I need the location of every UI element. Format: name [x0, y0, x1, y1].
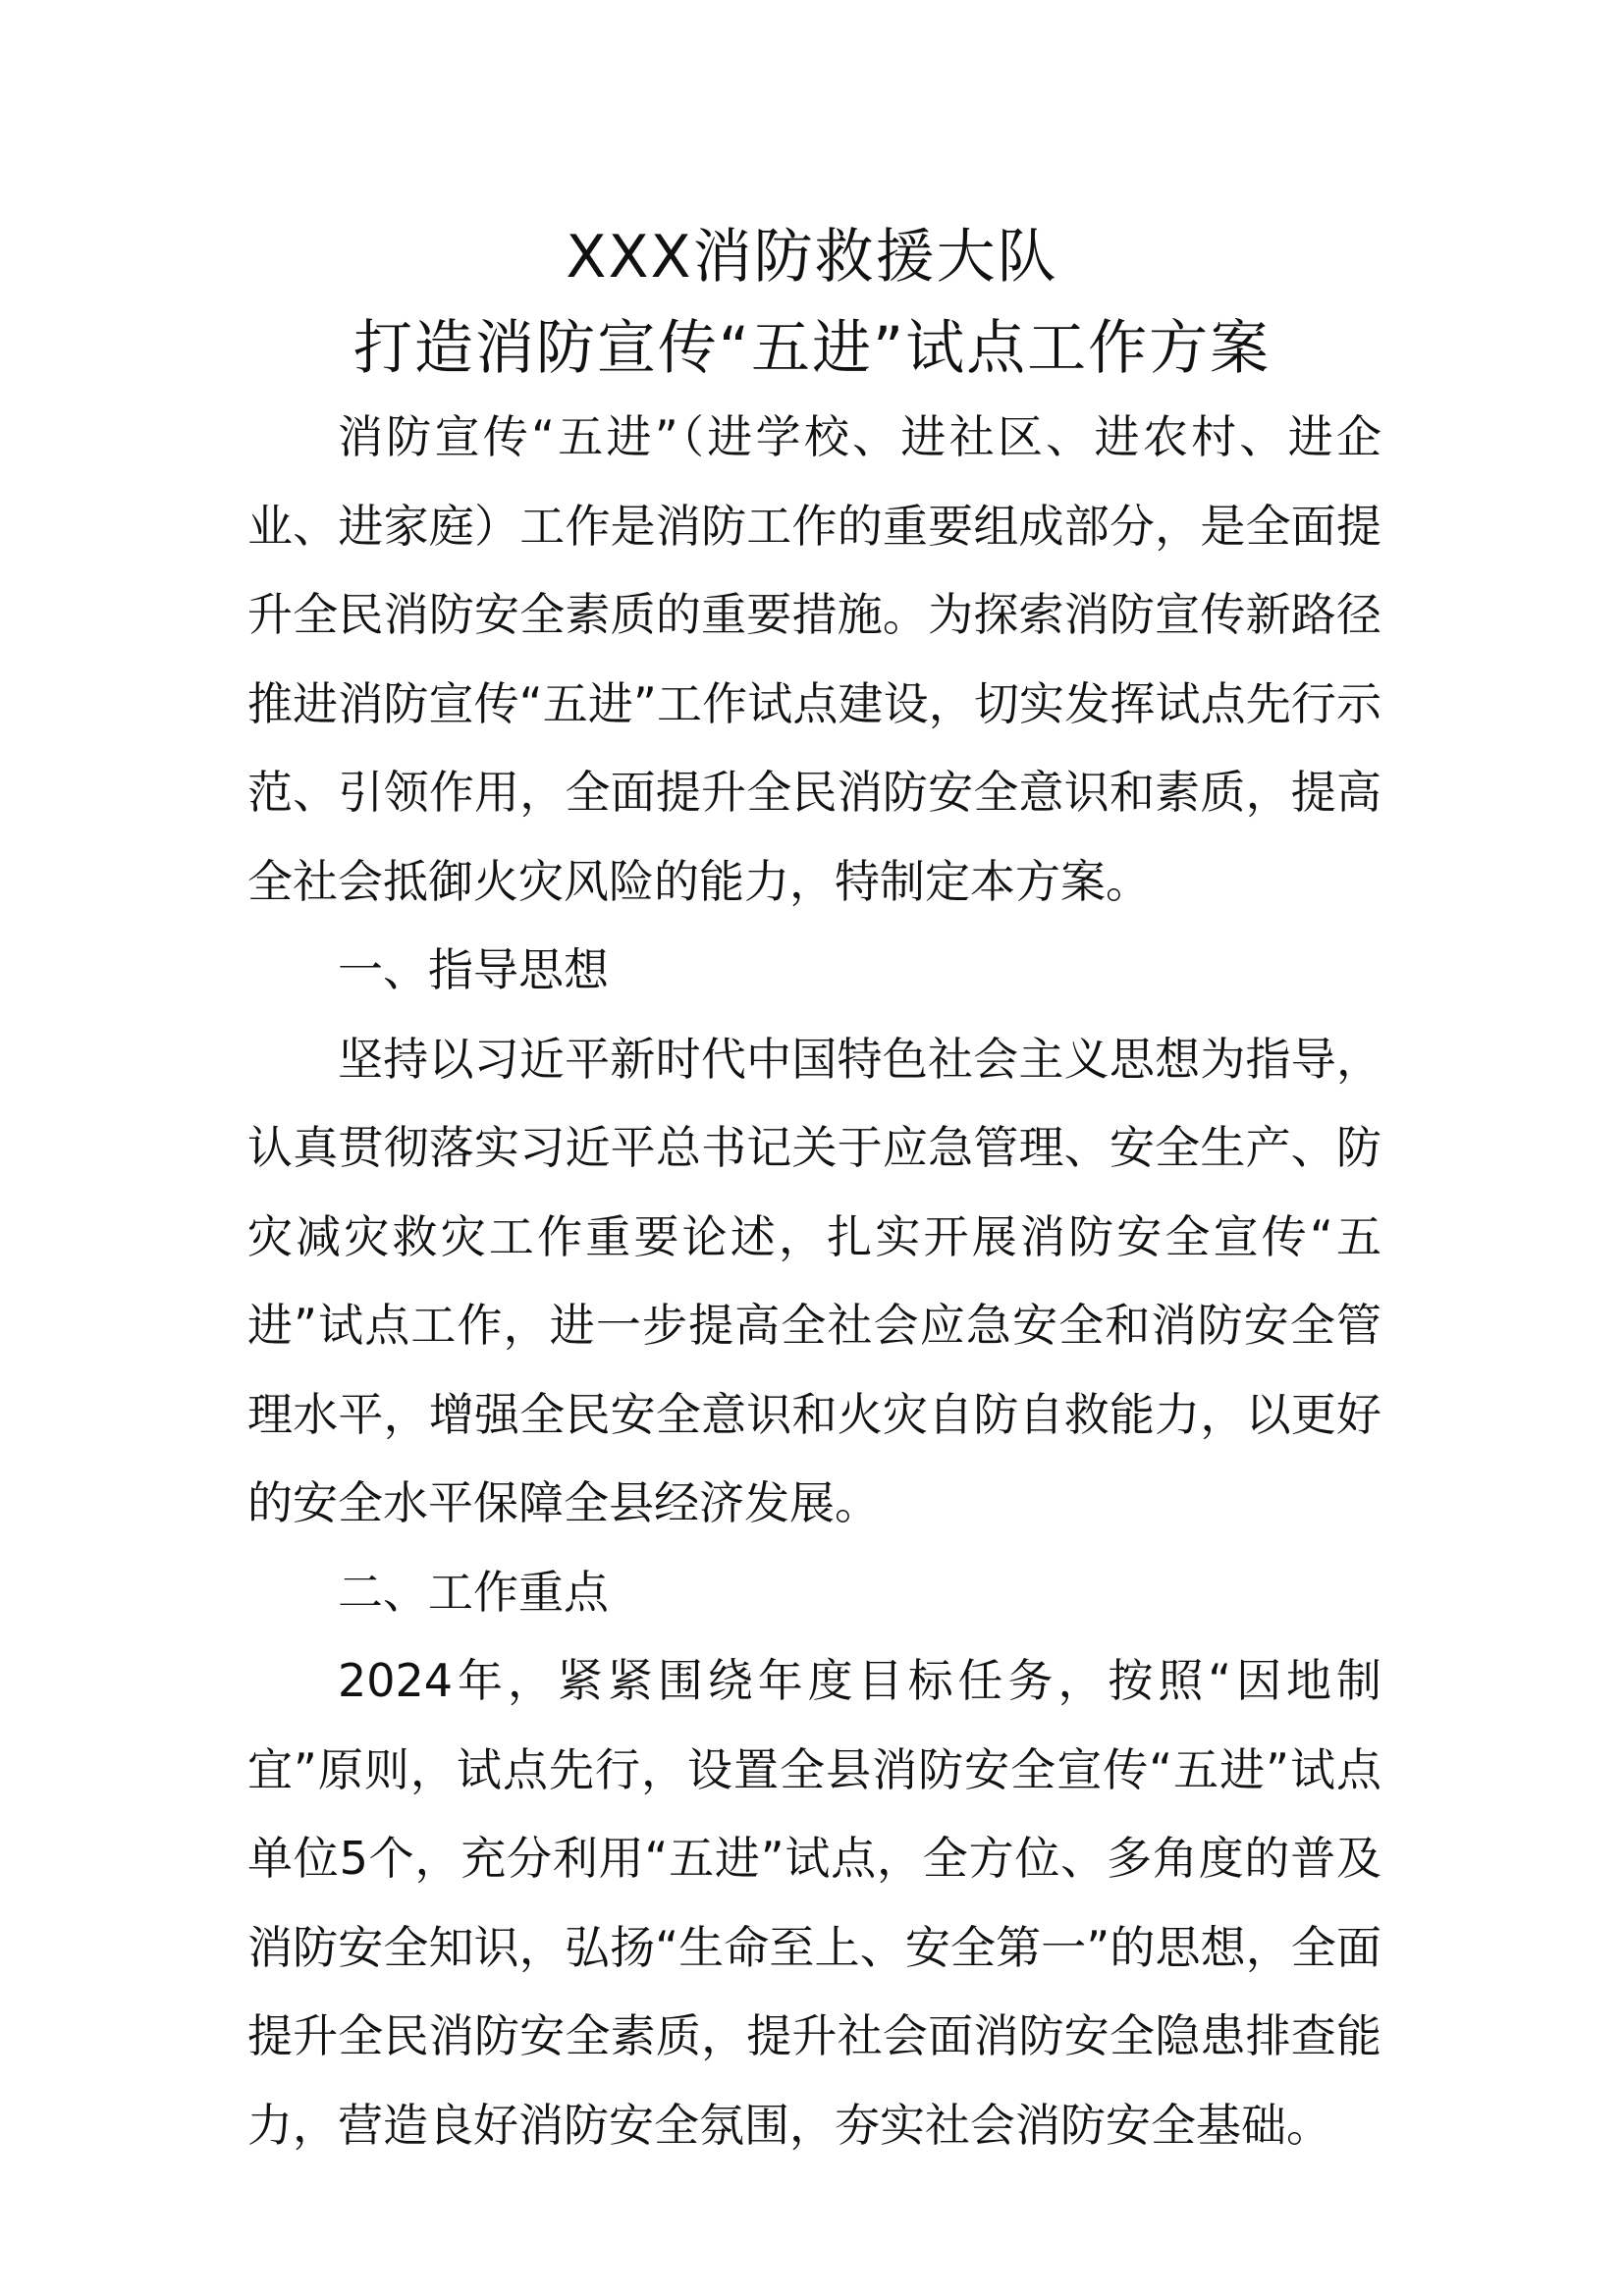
- section-heading-work-focus: 二、工作重点: [338, 1565, 609, 1619]
- work-focus-paragraph: 2024年，紧紧围绕年度目标任务，按照“因地制宜”原则，试点先行，设置全县消防安全宣传“五进”试点单位5个，充分利用“五进”试点，全方位、多角度的普及消防安全知识，弘扬“生命至上、安全第一”的思想，全面提升全民消防安全素质，提升社会面消防安全隐患排查能力，营造良好消防安全氛围，夯实社会消防安全基础。: [247, 1654, 1381, 2152]
- document-title-line-2: 打造消防宣传“五进”试点工作方案: [352, 314, 1272, 383]
- guiding-ideology-paragraph: 坚持以习近平新时代中国特色社会主义思想为指导，认真贯彻落实习近平总书记关于应急管理、安全生产、防灾减灾救灾工作重要论述，扎实开展消防安全宣传“五进”试点工作，进一步提高全社会应急安全和消防安全管理水平，增强全民安全意识和火灾自防自救能力，以更好的安全水平保障全县经济发展。: [247, 1032, 1381, 1529]
- document-title-line-1: XXX消防救援大队: [566, 223, 1058, 292]
- section-heading-guiding-ideology: 一、指导思想: [338, 943, 609, 996]
- document-body: [247, 393, 1381, 2169]
- intro-paragraph: 消防宣传“五进”（进学校、进社区、进农村、进企业、进家庭）工作是消防工作的重要组成部分，是全面提升全民消防安全素质的重要措施。为探索消防宣传新路径推进消防宣传“五进”工作试点建设，切实发挥试点先行示范、引领作用，全面提升全民消防安全意识和素质，提高全社会抵御火灾风险的能力，特制定本方案。: [247, 410, 1381, 908]
